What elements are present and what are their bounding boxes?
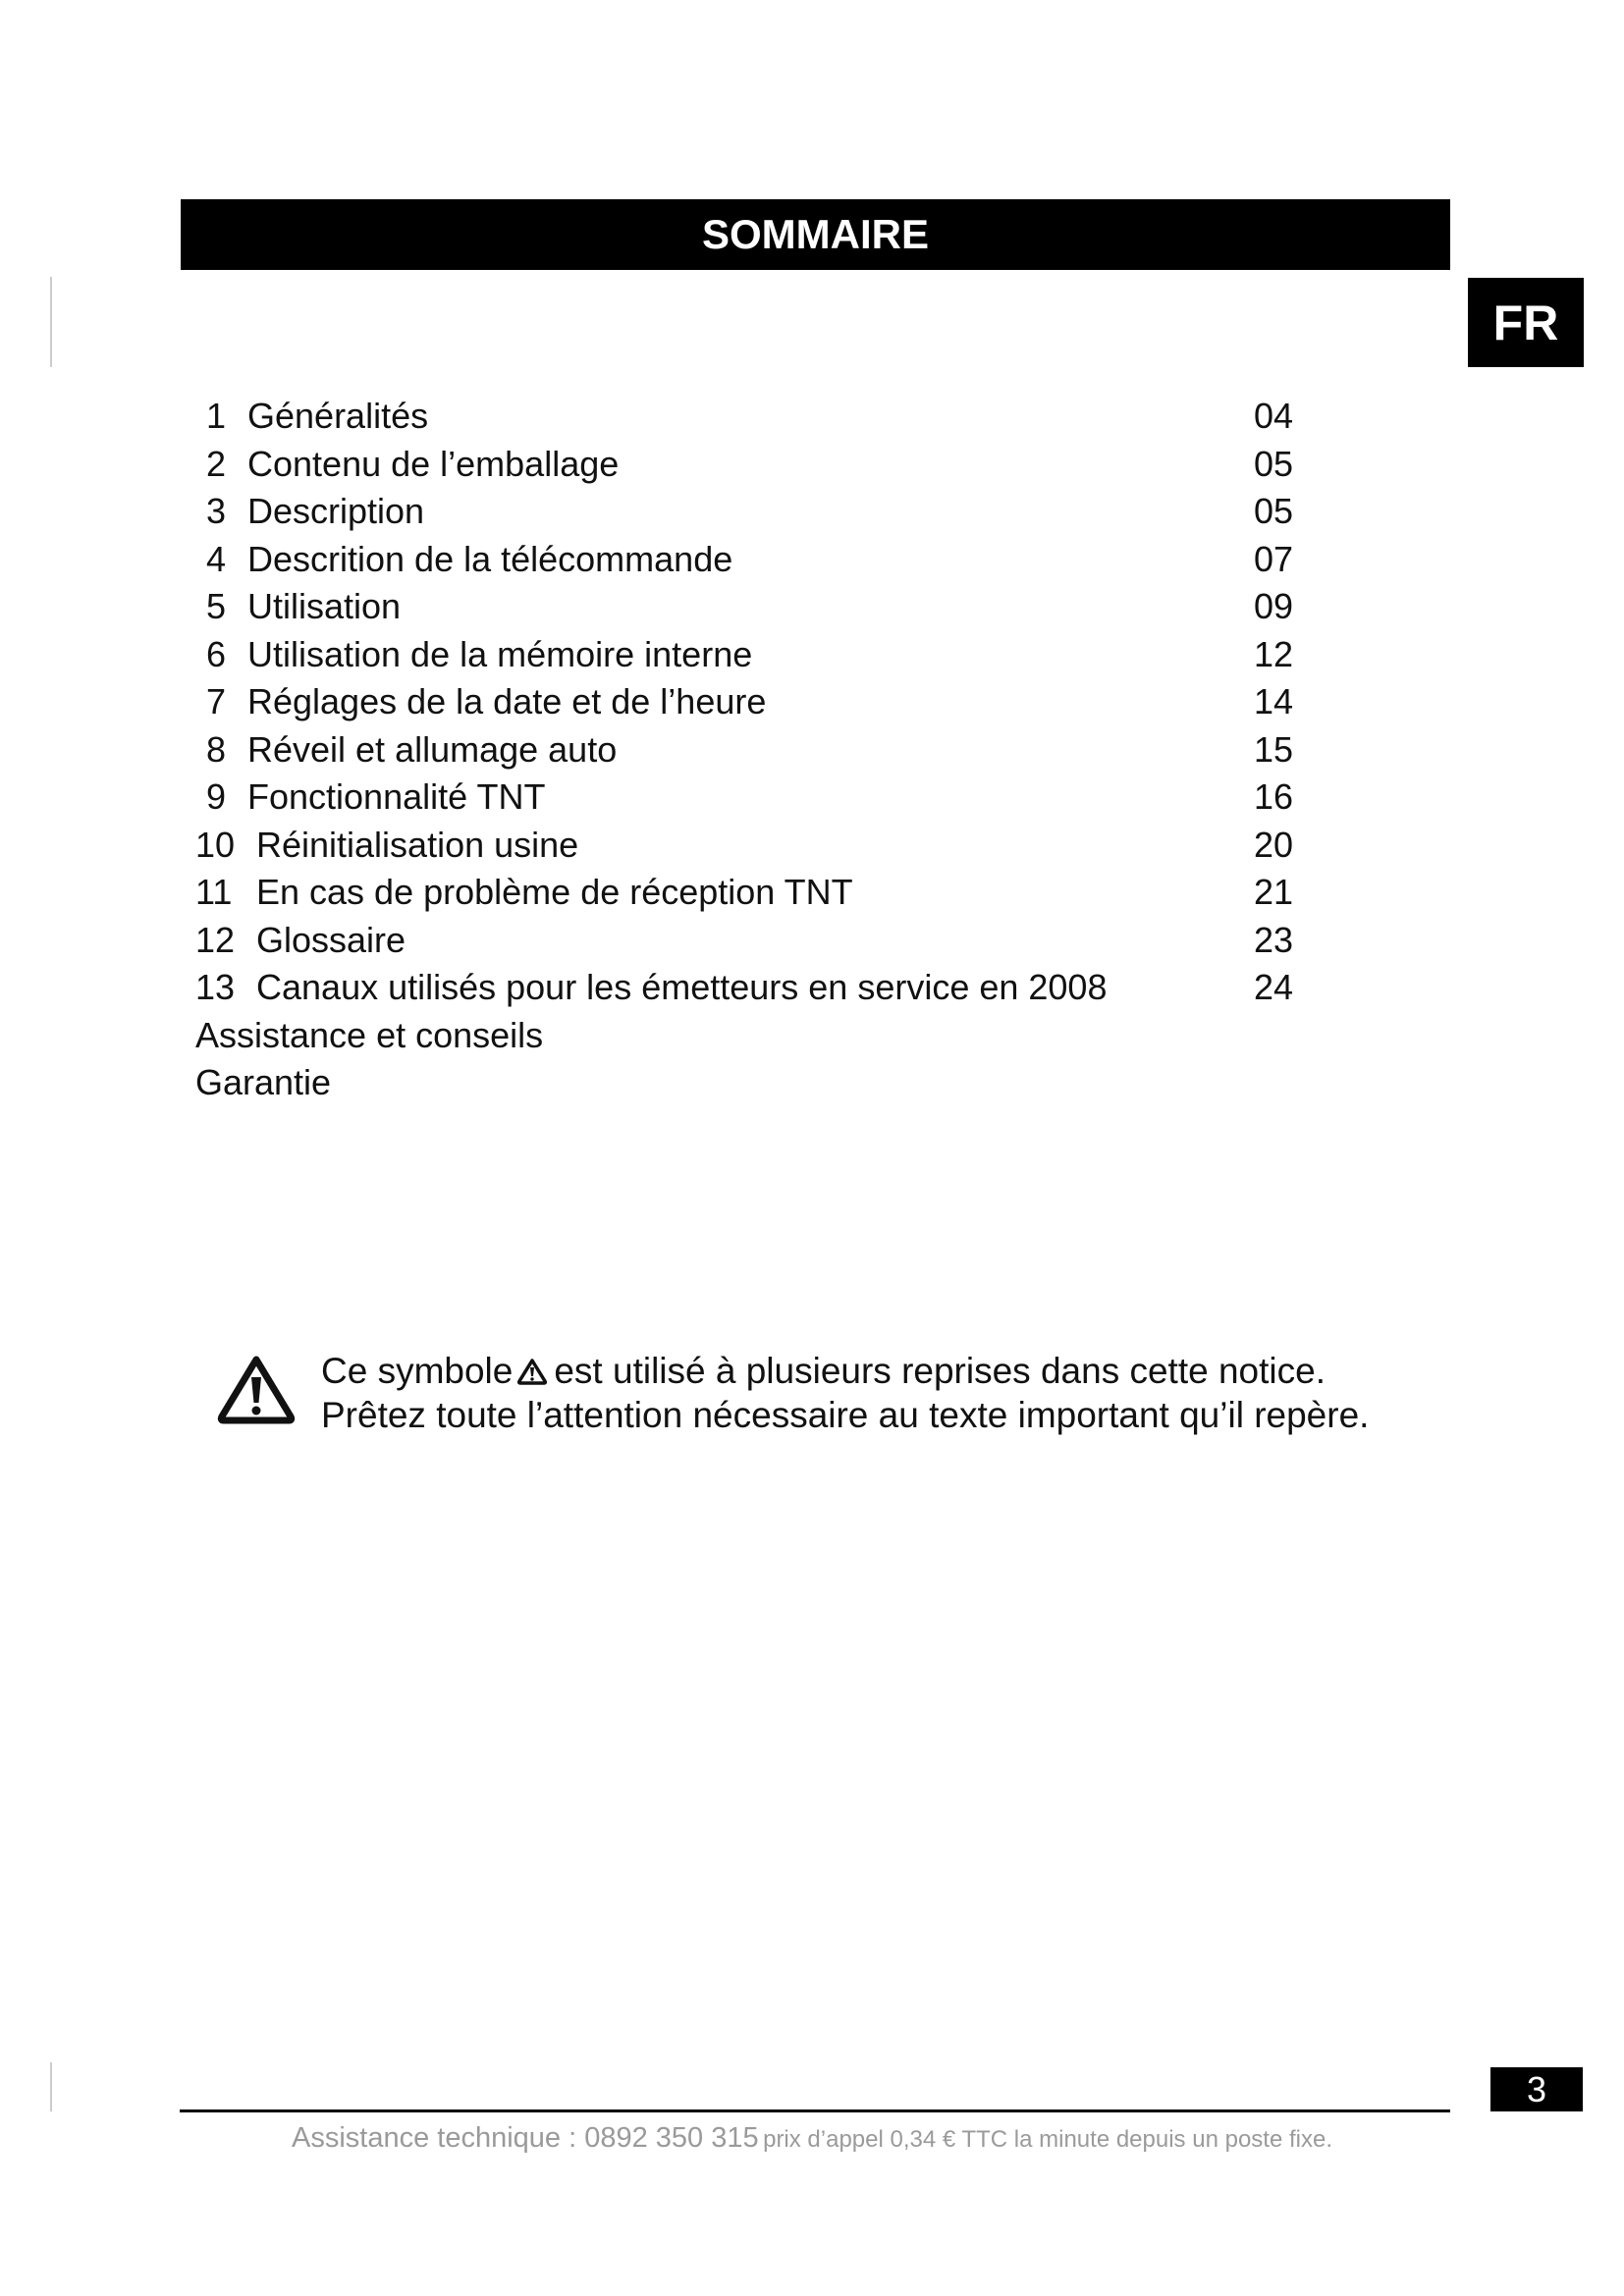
toc-entry (0, 869, 1624, 916)
assistance-price: prix d’appel 0,34 € TTC la minute depuis un poste fixe. (763, 2126, 1332, 2153)
toc-entry-page: 05 (1254, 443, 1294, 484)
page-number: 3 (1490, 2067, 1583, 2111)
toc-entry-title: Fonctionnalité TNT (247, 776, 546, 817)
toc-entry-page: 07 (1254, 538, 1294, 579)
inline-warning-icon (516, 1358, 548, 1385)
page-title: SOMMAIRE (181, 199, 1450, 270)
toc-entry-page: 14 (1254, 681, 1294, 721)
assistance-phone: Assistance technique : 0892 350 315 (292, 2122, 759, 2154)
toc-entry (0, 1012, 1624, 1059)
toc-entry-page: 20 (1254, 824, 1294, 865)
toc-entry-title: Généralités (247, 396, 429, 436)
toc-entry-title: Description (247, 491, 425, 531)
toc-entry-title: Canaux utilisés pour les émetteurs en service en 2008 (256, 967, 1108, 1007)
toc-entry-title: En cas de problème de réception TNT (256, 872, 853, 912)
toc-entry-number: 7 (206, 681, 227, 721)
toc-entry-title: Assistance et conseils (195, 1014, 544, 1055)
toc-entry-page: 05 (1254, 491, 1294, 531)
toc-entry (0, 726, 1624, 774)
toc-entry-title: Utilisation (247, 586, 402, 626)
toc-entry-number: 8 (206, 728, 227, 770)
toc-entry-title: Réinitialisation usine (256, 824, 579, 865)
toc-entry-number: 10 (195, 824, 236, 865)
toc-entry-page: 23 (1254, 919, 1294, 960)
toc-entry-number: 9 (206, 776, 227, 817)
notice-text-before-icon: Ce symbole (321, 1351, 514, 1391)
toc-entry (0, 393, 1624, 440)
notice-line-1 (321, 1350, 1326, 1393)
toc-entry-number: 5 (206, 586, 227, 626)
toc-entry-page: 09 (1254, 586, 1294, 626)
footer-divider (180, 2109, 1450, 2112)
toc-entry-page: 04 (1254, 396, 1294, 436)
toc-entry-title: Descrition de la télécommande (247, 538, 733, 579)
toc-entry-title: Réveil et allumage auto (247, 728, 618, 770)
toc-entry (0, 822, 1624, 869)
toc-entry-number: 3 (206, 491, 227, 531)
toc-entry (0, 583, 1624, 630)
warning-triangle-icon (216, 1354, 297, 1424)
toc-entry (0, 536, 1624, 583)
margin-crop-mark-bottom (50, 2062, 52, 2111)
toc-entry-page: 15 (1254, 728, 1294, 770)
notice-line-2: Prêtez toute l’attention nécessaire au texte important qu’il repère. (321, 1395, 1370, 1435)
toc-entry (0, 441, 1624, 488)
toc-entry (0, 964, 1624, 1011)
toc-entry (0, 1059, 1624, 1106)
toc-entry (0, 631, 1624, 678)
toc-entry-title: Utilisation de la mémoire interne (247, 633, 753, 674)
toc-entry-title: Garantie (195, 1062, 332, 1102)
toc-entry-number: 1 (206, 396, 227, 436)
toc-entry-page: 12 (1254, 633, 1294, 674)
toc-entry-title: Contenu de l’emballage (247, 443, 620, 484)
toc-entry-page: 16 (1254, 776, 1294, 817)
toc-entry (0, 774, 1624, 821)
language-tab: FR (1468, 278, 1584, 367)
toc-entry-title: Réglages de la date et de l’heure (247, 681, 767, 721)
warning-notice (216, 1350, 1492, 1458)
notice-text-after-icon: est utilisé à plusieurs reprises dans cette notice. (554, 1351, 1326, 1391)
toc-entry-number: 11 (195, 872, 233, 912)
toc-entry-page: 21 (1254, 872, 1294, 912)
toc-entry-page: 24 (1254, 967, 1294, 1007)
toc-entry-number: 13 (195, 967, 236, 1007)
toc-entry (0, 488, 1624, 535)
toc-entry-number: 12 (195, 919, 236, 960)
toc-entry-number: 6 (206, 633, 227, 674)
toc-entry (0, 917, 1624, 964)
toc-entry (0, 678, 1624, 725)
toc-entry-number: 2 (206, 443, 227, 484)
footer-assistance (0, 2122, 1624, 2155)
toc-entry-number: 4 (206, 538, 227, 579)
toc-entry-title: Glossaire (256, 919, 406, 960)
margin-crop-mark-top (50, 277, 52, 367)
